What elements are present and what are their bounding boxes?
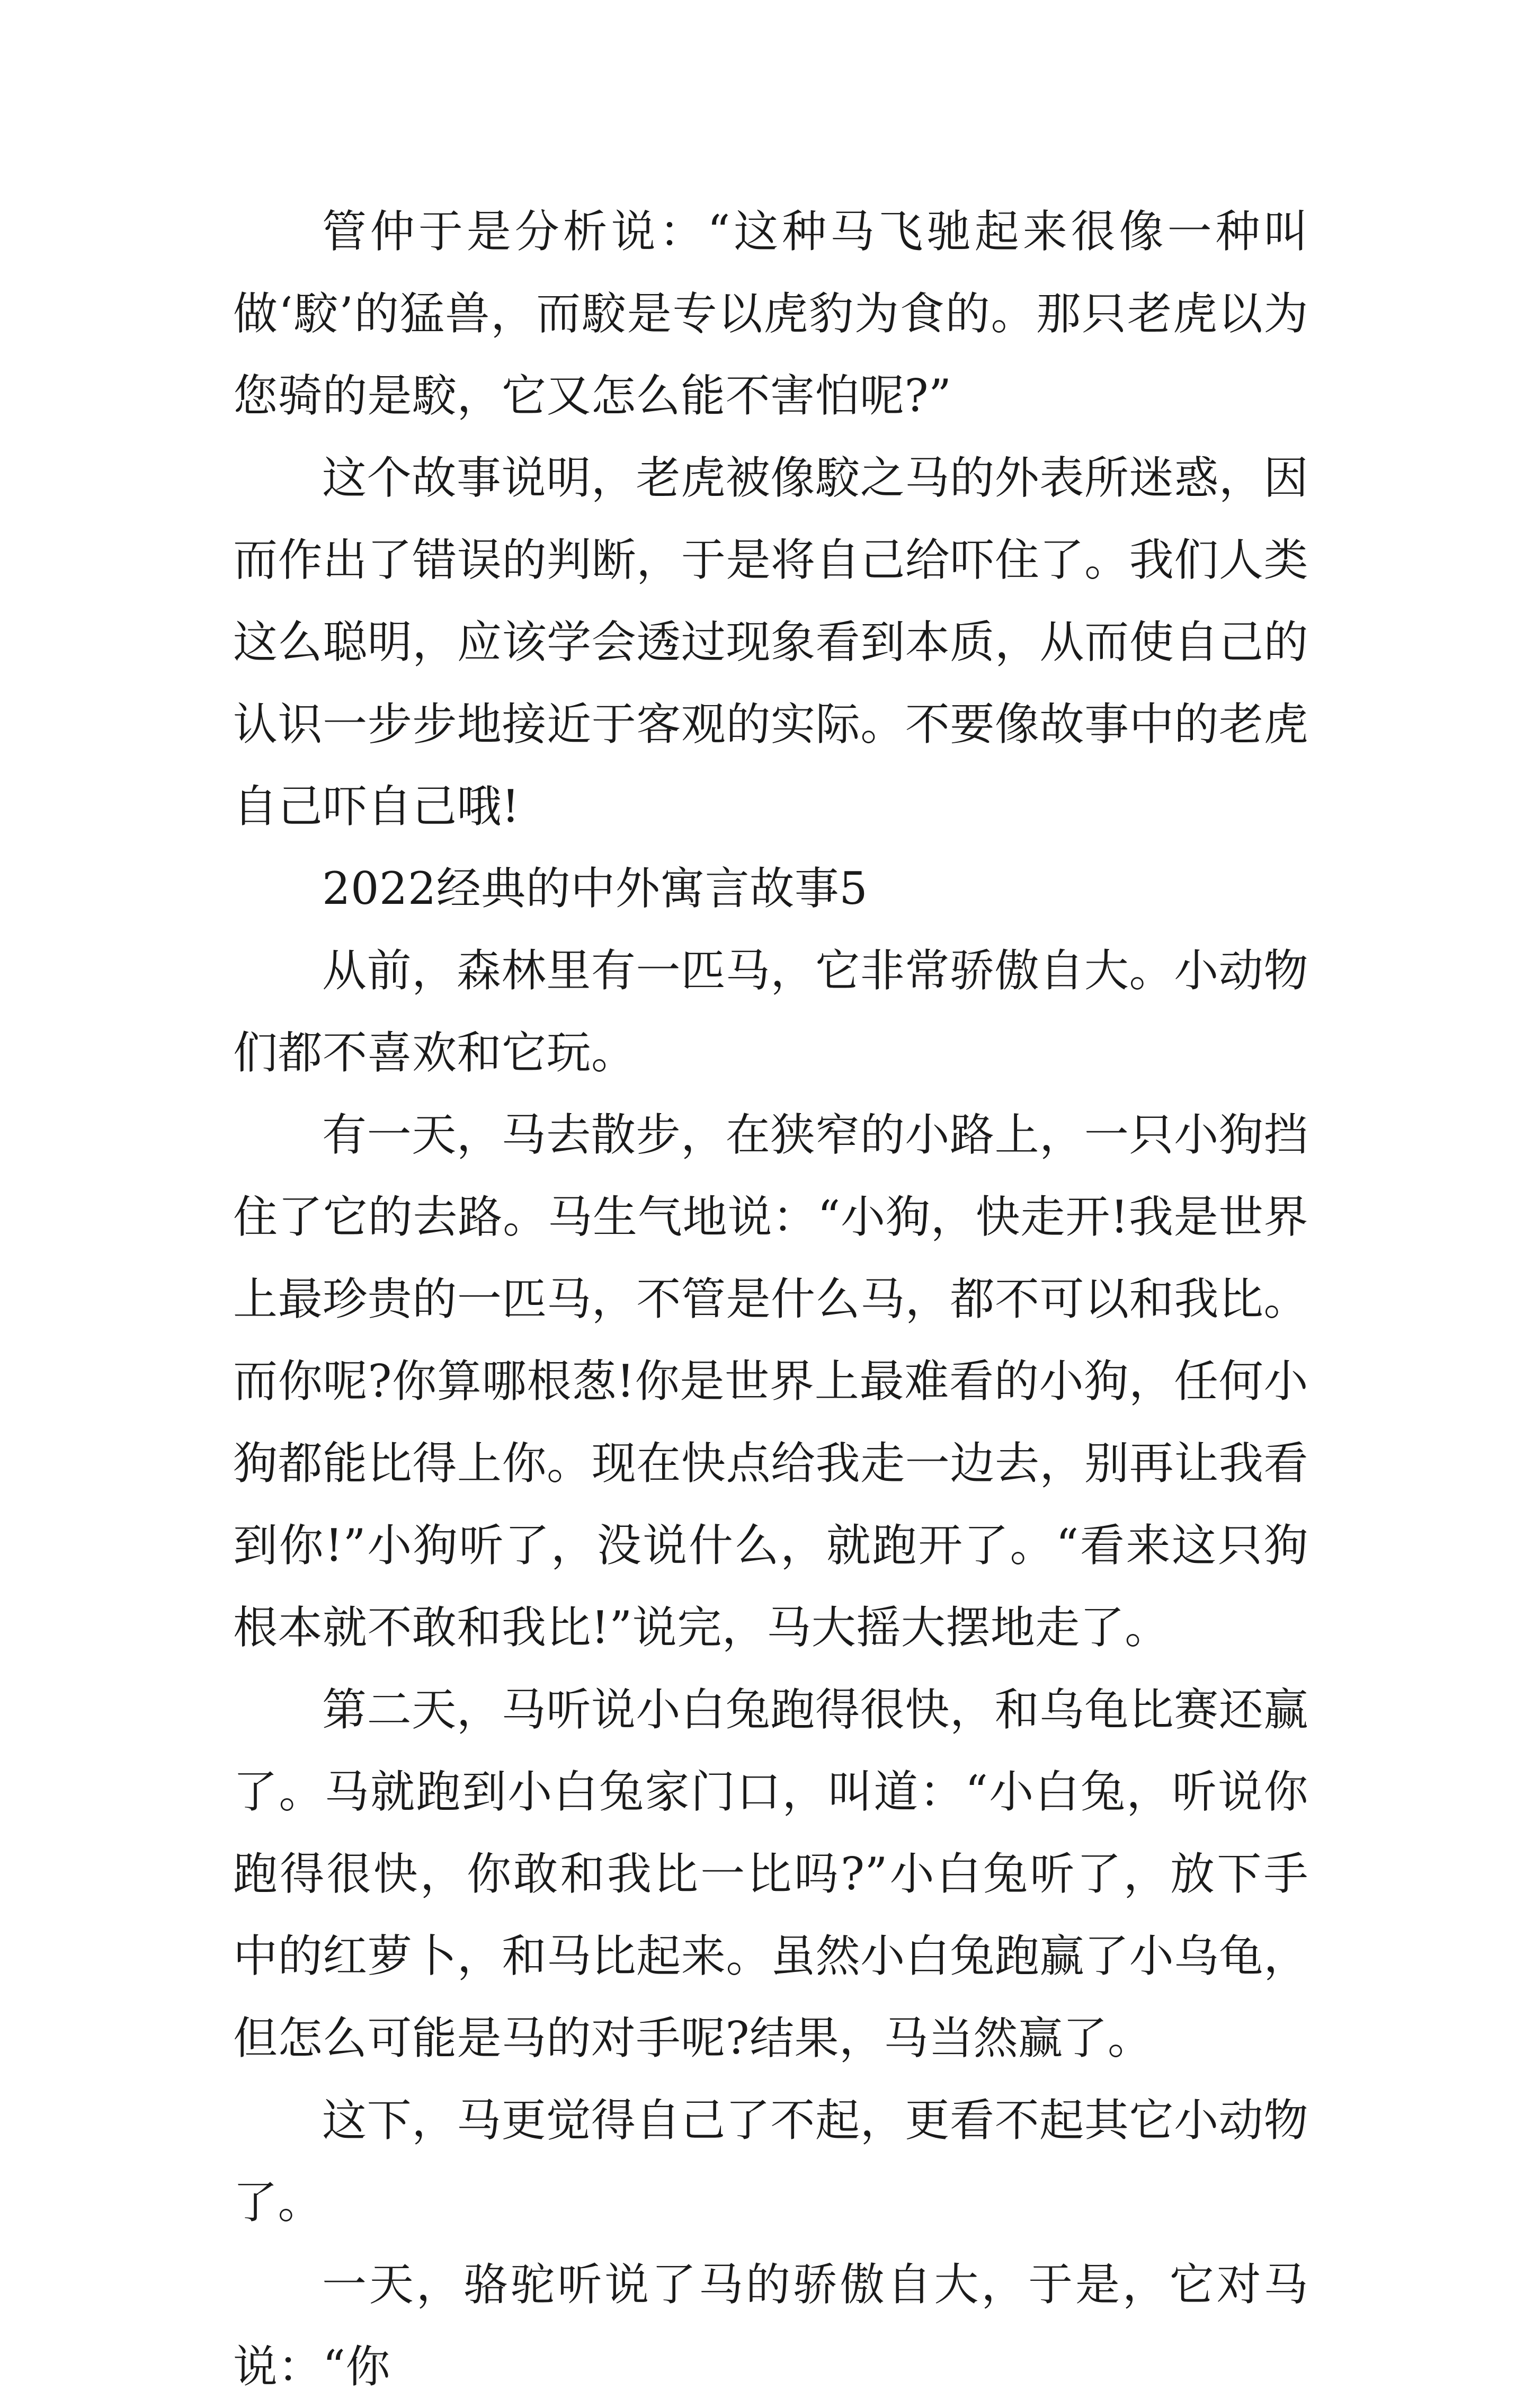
paragraph-horse-and-dog: 有一天，马去散步，在狭窄的小路上，一只小狗挡住了它的去路。马生气地说：“小狗，快走开!我是世界上最珍贵的一匹马，不管是什么马，都不可以和我比。而你呢?你算哪根葱!你是世界上最难看的小狗，任何小狗都能比得上你。现在快点给我走一边去，别再让我看到你!”小狗听了，没说什么，就跑开了。“看来这只狗根本就不敢和我比!”说完，马大摇大摆地走了。	[233, 1109, 1308, 1654]
paragraph-story-moral: 这个故事说明，老虎被像駮之马的外表所迷惑，因而作出了错误的判断，于是将自己给吓住了。我们人类这么聪明，应该学会透过现象看到本质，从而使自己的认识一步步地接近于客观的实际。不要像故事中的老虎自己吓自己哦!	[233, 452, 1308, 832]
paragraph-camel: 一天，骆驼听说了马的骄傲自大，于是，它对马说：“你	[233, 2259, 1308, 2393]
paragraph-guanzhong-analysis: 管仲于是分析说：“这种马飞驰起来很像一种叫做‘駮’的猛兽，而駮是专以虎豹为食的。那只老虎以为您骑的是駮，它又怎么能不害怕呢?”	[233, 206, 1308, 422]
section-heading: 2022经典的中外寓言故事5	[322, 863, 868, 914]
paragraph-proud-horse: 从前，森林里有一匹马，它非常骄傲自大。小动物们都不喜欢和它玩。	[233, 945, 1308, 1079]
paragraph-horse-arrogant: 这下，马更觉得自己了不起，更看不起其它小动物了。	[233, 2094, 1308, 2228]
paragraph-horse-and-rabbit: 第二天，马听说小白兔跑得很快，和乌龟比赛还赢了。马就跑到小白兔家门口，叫道：“小白兔，听说你跑得很快，你敢和我比一比吗?”小白兔听了，放下手中的红萝卜，和马比起来。虽然小白兔跑赢了小乌龟，但怎么可能是马的对手呢?结果，马当然赢了。	[233, 1684, 1308, 2064]
document-body	[233, 191, 1308, 2408]
